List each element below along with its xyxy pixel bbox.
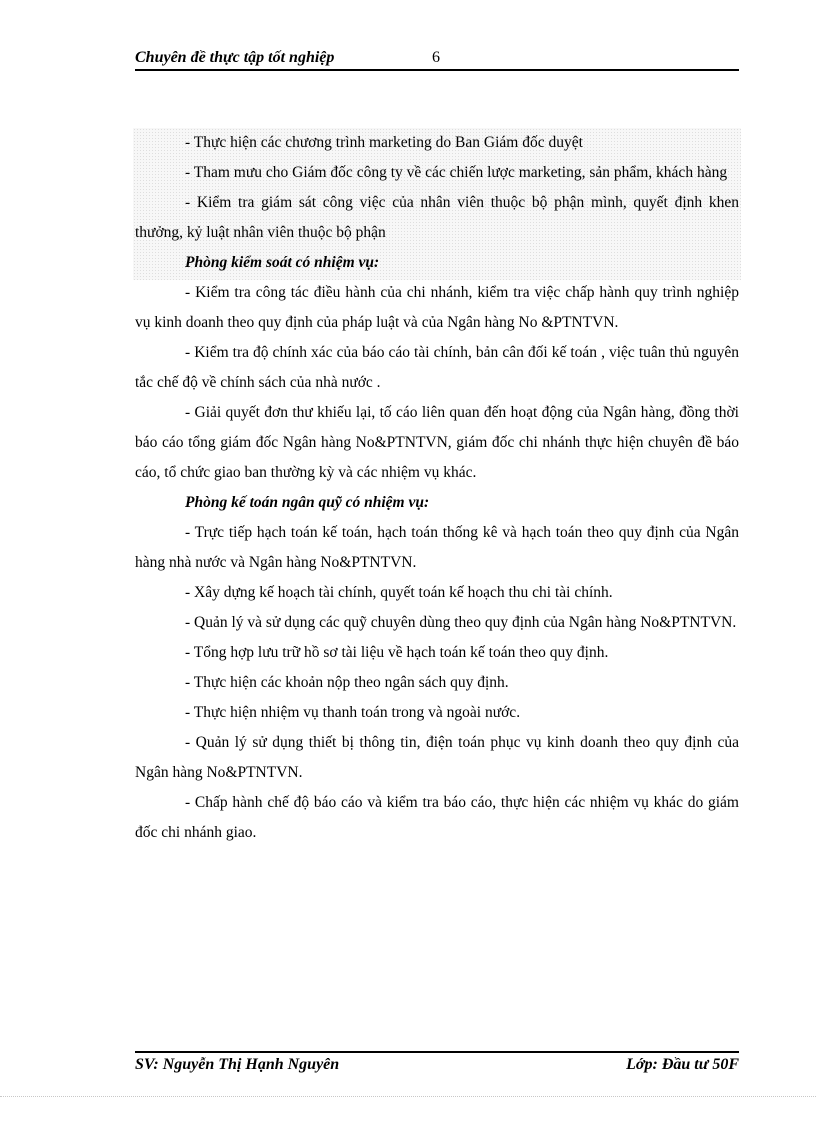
- paragraph: - Kiểm tra độ chính xác của báo cáo tài chính, bản cân đối kế toán , việc tuân thủ nguyên tắc chế độ về chính sách của nhà nước .: [135, 344, 739, 391]
- page-footer: [135, 1054, 739, 1078]
- section-heading: Phòng kiểm soát có nhiệm vụ:: [185, 254, 380, 271]
- header-title: Chuyên đề thực tập tốt nghiệp: [135, 49, 335, 66]
- paragraph: - Quản lý sử dụng thiết bị thông tin, điện toán phục vụ kinh doanh theo quy định của Ngân hàng No&PTNTVN.: [135, 734, 739, 781]
- footer-rule: [135, 1051, 739, 1053]
- paragraph: - Kiểm tra giám sát công việc của nhân viên thuộc bộ phận mình, quyết định khen thưởng, kỷ luật nhân viên thuộc bộ phận: [135, 194, 739, 241]
- paragraph: - Quản lý và sử dụng các quỹ chuyên dùng theo quy định của Ngân hàng No&PTNTVN.: [185, 614, 737, 631]
- paragraph: - Tham mưu cho Giám đốc công ty về các chiến lược marketing, sản phẩm, khách hàng: [185, 164, 728, 181]
- paragraph: - Trực tiếp hạch toán kế toán, hạch toán thống kê và hạch toán theo quy định của Ngân hàng nhà nước và Ngân hàng No&PTNTVN.: [135, 524, 739, 571]
- paragraph: - Chấp hành chế độ báo cáo và kiểm tra báo cáo, thực hiện các nhiệm vụ khác do giám đốc chi nhánh giao.: [135, 794, 739, 841]
- section-heading: Phòng kế toán ngân quỹ có nhiệm vụ:: [185, 494, 430, 511]
- header-rule: [135, 69, 739, 71]
- paragraph: - Thực hiện các khoản nộp theo ngân sách quy định.: [185, 674, 509, 691]
- footer-student-name: SV: Nguyễn Thị Hạnh Nguyên: [135, 1056, 340, 1073]
- page-bottom-edge: [0, 1096, 816, 1097]
- body-text: [135, 128, 739, 848]
- paragraph: - Thực hiện các chương trình marketing do Ban Giám đốc duyệt: [185, 134, 583, 151]
- page-header: [135, 47, 739, 69]
- paragraph: - Tổng hợp lưu trữ hồ sơ tài liệu về hạch toán kế toán theo quy định.: [185, 644, 609, 661]
- paragraph: - Xây dựng kế hoạch tài chính, quyết toán kế hoạch thu chi tài chính.: [185, 584, 613, 601]
- footer-class: Lớp: Đầu tư 50F: [626, 1056, 739, 1073]
- page-number: 6: [432, 49, 440, 66]
- paragraph: - Giải quyết đơn thư khiếu lại, tố cáo liên quan đến hoạt động của Ngân hàng, đồng thời báo cáo tổng giám đốc Ngân hàng No&PTNTVN, giám đốc chi nhánh thực hiện chuyên đề báo cáo, tổ chức giao ban thường kỳ và các nhiệm vụ khác.: [135, 404, 739, 481]
- paragraph: - Kiểm tra công tác điều hành của chi nhánh, kiểm tra việc chấp hành quy trình nghiệp vụ kinh doanh theo quy định của pháp luật và của Ngân hàng No &PTNTVN.: [135, 284, 739, 331]
- paragraph: - Thực hiện nhiệm vụ thanh toán trong và ngoài nước.: [185, 704, 521, 721]
